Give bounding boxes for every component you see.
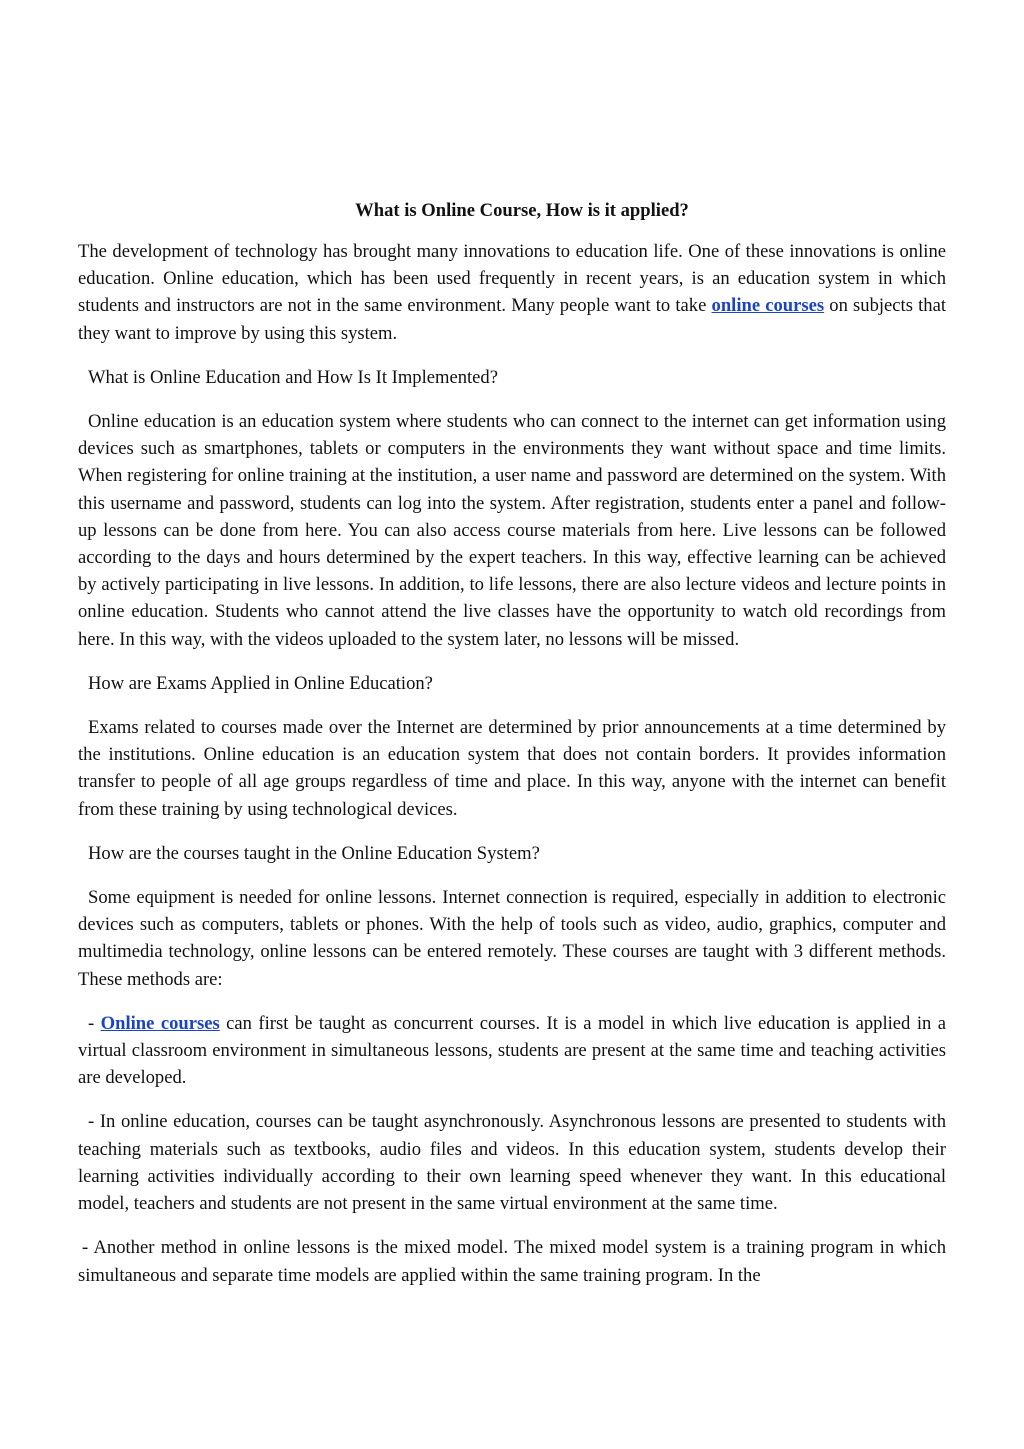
section-heading-courses-taught: How are the courses taught in the Online Education System? xyxy=(88,842,540,864)
method-mixed xyxy=(78,1234,946,1288)
online-courses-link[interactable]: online courses xyxy=(711,295,825,317)
paragraph-courses-taught-text: Some equipment is needed for online lessons. Internet connection is required, especially in addition to electronic devices such as computers, tablets or phones. With the help of tools such as video, audio, graphics, computer and multimedia technology, online lessons can be entered remotely. These courses are taught with 3 different methods. These methods are: xyxy=(78,887,946,990)
method-asynchronous xyxy=(78,1108,946,1217)
paragraph-courses-taught xyxy=(78,884,946,993)
intro-text-after: on subjects that they want to improve by using this system. xyxy=(78,295,946,344)
method-mixed-text: - Another method in online lessons is the mixed model. The mixed model system is a training program in which simultaneous and separate time models are applied within the same training program. In the xyxy=(78,1237,946,1286)
intro-paragraph xyxy=(78,238,946,347)
method-concurrent-dash: - xyxy=(88,1012,101,1034)
paragraph-online-education xyxy=(78,408,946,653)
method-asynchronous-text: - In online education, courses can be taught asynchronously. Asynchronous lessons are presented to students with teaching materials such as textbooks, audio files and videos. In this education system, students develop their learning activities individually according to their own learning speed whenever they want. In this educational model, teachers and students are not present in the same virtual environment at the same time. xyxy=(78,1111,946,1215)
method-concurrent xyxy=(78,1010,946,1092)
intro-text-before: The development of technology has brought many innovations to education life. One of these innovations is online education. Online education, which has been used frequently in recent years, is an education system in which students and instructors are not in the same environment. Many people want to take xyxy=(78,241,946,317)
method-concurrent-text: can first be taught as concurrent courses. It is a model in which live education is applied in a virtual classroom environment in simultaneous lessons, students are present at the same time and teaching activities are developed. xyxy=(78,1012,946,1089)
online-courses-link-2[interactable]: Online courses xyxy=(100,1012,220,1034)
paragraph-online-education-text: Online education is an education system where students who can connect to the internet can get information using devices such as smartphones, tablets or computers in the environments they want without space and time limits. When registering for online training at the institution, a user name and password are determined on the system. With this username and password, students can log into the system. After registration, students enter a panel and follow-up lessons can be done from here. You can also access course materials from here. Live lessons can be followed according to the days and hours determined by the expert teachers. In this way, effective learning can be achieved by actively participating in live lessons. In addition, to life lessons, there are also lecture videos and lecture points in online education. Students who cannot attend the live classes have the opportunity to watch old recordings from here. In this way, with the videos uploaded to the system later, no lessons will be missed. xyxy=(78,411,946,650)
section-heading-exams: How are Exams Applied in Online Education? xyxy=(88,672,433,694)
section-heading-online-education: What is Online Education and How Is It Implemented? xyxy=(88,366,498,388)
paragraph-exams-text: Exams related to courses made over the Internet are determined by prior announcements at a time determined by the institutions. Online education is an education system that does not contain borders. It provides information transfer to people of all age groups regardless of time and place. In this way, anyone with the internet can benefit from these training by using technological devices. xyxy=(78,717,946,820)
document-title: What is Online Course, How is it applied? xyxy=(355,200,689,221)
document-page xyxy=(78,197,946,1306)
paragraph-exams xyxy=(78,714,946,823)
